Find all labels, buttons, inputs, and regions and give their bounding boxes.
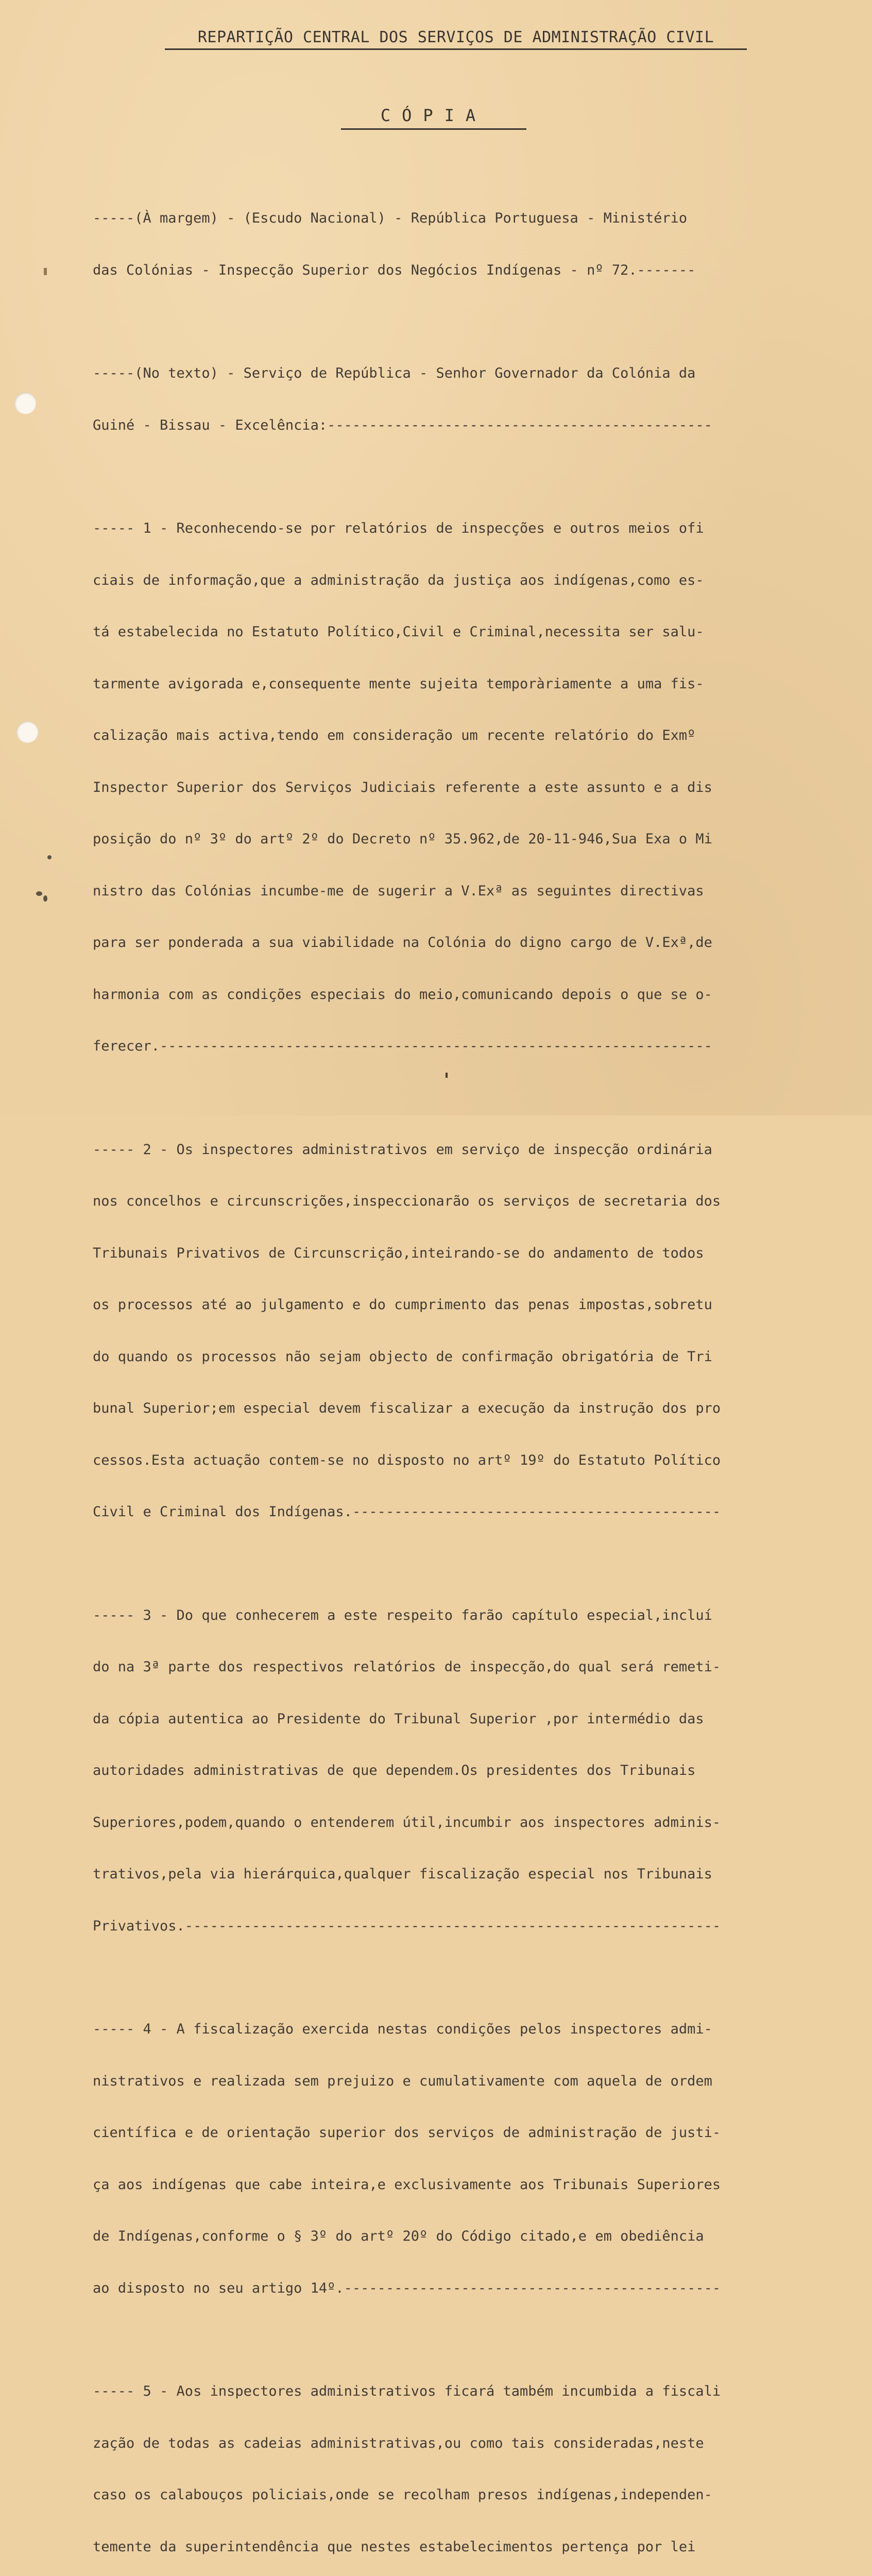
text-line: ça aos indígenas que cabe inteira,e exclusivamente aos Tribunais Superiores (93, 2176, 721, 2193)
text-line: posição do nº 3º do artº 2º do Decreto nº 35.962,de 20-11-946,Sua Exa o Mi (93, 831, 712, 847)
text-line: do na 3ª parte dos respectivos relatórios de inspecção,do qual será remeti- (93, 1659, 721, 1675)
ink-blot (43, 895, 47, 902)
text-line: para ser ponderada a sua viabilidade na Colónia do digno cargo de V.Exª,de (93, 935, 712, 951)
text-line: da cópia autentica ao Presidente do Tribunal Superior ,por intermédio das (93, 1710, 704, 1727)
text-line: das Colónias - Inspecção Superior dos Negócios Indígenas - nº 72.------- (93, 262, 696, 278)
text-line: ----- 2 - Os inspectores administrativos em serviço de inspecção ordinária (93, 1141, 712, 1158)
paragraph-item-5 (93, 2348, 865, 2576)
text-line: científica e de orientação superior dos serviços de administração de justi- (93, 2125, 721, 2141)
text-line: -----(No texto) - Serviço de República - Senhor Governador da Colónia da (93, 365, 696, 381)
text-line: Civil e Criminal dos Indígenas.-------------------------------------------- (93, 1504, 721, 1520)
text-line: ciais de informação,que a administração da justiça aos indígenas,como es- (93, 572, 704, 588)
text-line: caso os calabouços policiais,onde se recolham presos indígenas,independen- (93, 2487, 712, 2503)
text-line: cessos.Esta actuação contem-se no disposto no artº 19º do Estatuto Político (93, 1452, 721, 1468)
text-line: os processos até ao julgamento e do cumprimento das penas impostas,sobretu (93, 1297, 712, 1313)
text-line: de Indígenas,conforme o § 3º do artº 20º do Código citado,e em obediência (93, 2228, 704, 2244)
paragraph-salutation (93, 330, 865, 468)
text-line: tá estabelecida no Estatuto Político,Civil e Criminal,necessita ser salu- (93, 624, 704, 640)
ink-blot (36, 891, 42, 896)
department-header: REPARTIÇÃO CENTRAL DOS SERVIÇOS DE ADMINISTRAÇÃO CIVIL (165, 28, 747, 50)
text-line: ----- 4 - A fiscalização exercida nestas condições pelos inspectores admi- (93, 2021, 712, 2037)
text-line: nistrativos e realizada sem prejuizo e cumulativamente com aquela de ordem (93, 2073, 712, 2089)
text-line: harmonia com as condições especiais do meio,comunicando depois o que se o- (93, 986, 712, 1003)
punch-hole (14, 393, 36, 414)
paragraph-item-1 (93, 485, 865, 1090)
text-line: calização mais activa,tendo em consideração um recente relatório do Exmº (93, 727, 696, 743)
document-body (93, 175, 865, 2576)
text-line: ----- 3 - Do que conhecerem a este respeito farão capítulo especial,incluí (93, 1607, 712, 1623)
punch-hole (16, 721, 38, 743)
text-line: Inspector Superior dos Serviços Judiciais referente a este assunto e a dis (93, 779, 712, 795)
margin-mark (44, 268, 47, 275)
text-line: nos concelhos e circunscrições,inspeccionarão os serviços de secretaria dos (93, 1193, 721, 1209)
text-line: Guiné - Bissau - Excelência:---------------------------------------------- (93, 417, 712, 433)
text-line: nistro das Colónias incumbe-me de sugerir a V.Exª as seguintes directivas (93, 883, 704, 899)
text-line: Superiores,podem,quando o entenderem útil,incumbir aos inspectores adminis- (93, 1814, 721, 1831)
text-line: ferecer.------------------------------------------------------------------ (93, 1038, 712, 1054)
paragraph-margin-note (93, 175, 865, 313)
text-line: ----- 1 - Reconhecendo-se por relatórios de inspecções e outros meios ofi (93, 520, 704, 536)
text-line: autoridades administrativas de que dependem.Os presidentes dos Tribunais (93, 1762, 696, 1778)
paragraph-item-2 (93, 1107, 865, 1555)
text-line: trativos,pela via hierárquica,qualquer fiscalização especial nos Tribunais (93, 1866, 712, 1882)
text-line: temente da superintendência que nestes estabelecimentos pertença por lei (93, 2538, 696, 2555)
text-line: -----(À margem) - (Escudo Nacional) - República Portuguesa - Ministério (93, 210, 688, 226)
text-line: do quando os processos não sejam objecto de confirmação obrigatória de Tri (93, 1348, 712, 1365)
text-line: bunal Superior;em especial devem fiscalizar a execução da instrução dos pro (93, 1400, 721, 1416)
document-title: CÓPIA (341, 106, 526, 130)
ink-blot (47, 855, 52, 859)
paragraph-item-3 (93, 1572, 865, 1970)
paragraph-item-4 (93, 1986, 865, 2331)
text-line: zação de todas as cadeias administrativas,ou como tais consideradas,neste (93, 2435, 704, 2451)
text-line: ----- 5 - Aos inspectores administrativos ficará também incumbida a fiscali (93, 2383, 721, 2399)
text-line: tarmente avigorada e,consequente mente sujeita temporàriamente a uma fis- (93, 675, 704, 692)
text-line: ao disposto no seu artigo 14º.--------------------------------------------- (93, 2280, 721, 2296)
text-line: Privativos.---------------------------------------------------------------- (93, 1918, 721, 1934)
text-line: Tribunais Privativos de Circunscrição,inteirando-se do andamento de todos (93, 1245, 704, 1261)
